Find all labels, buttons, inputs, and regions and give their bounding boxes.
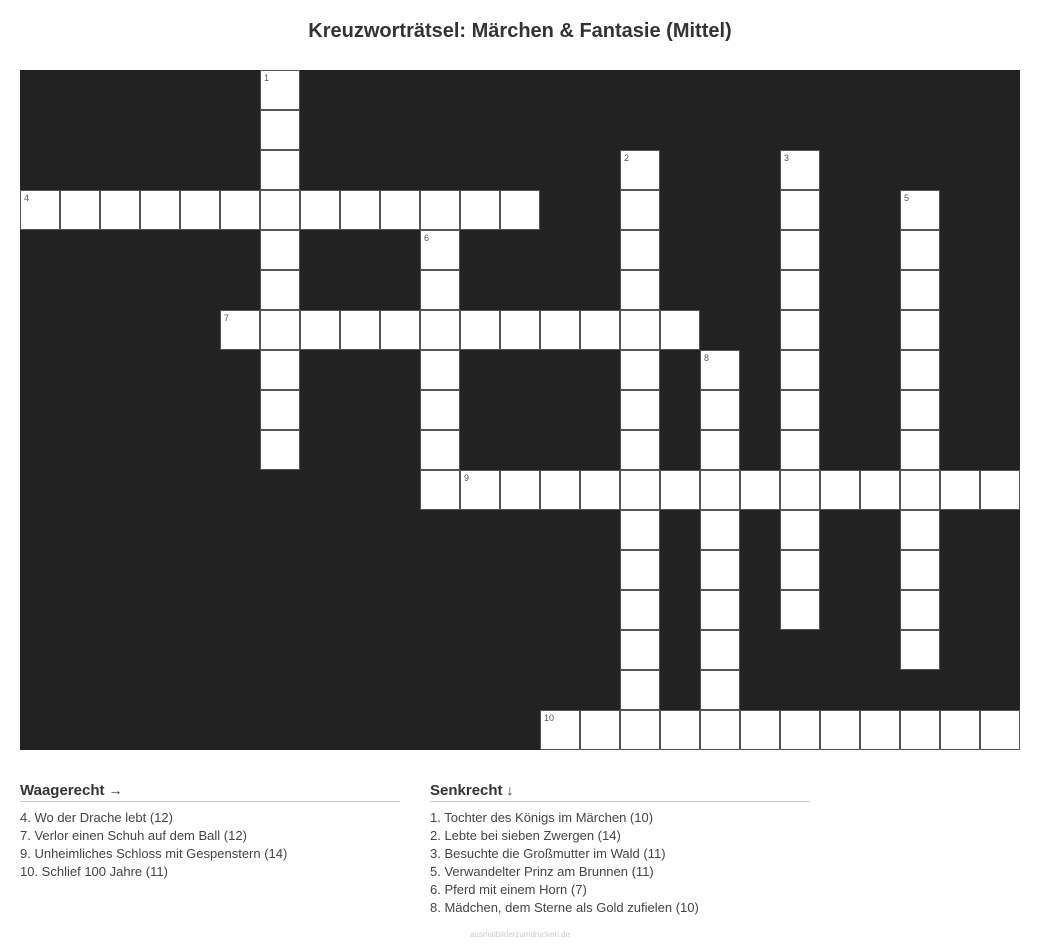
crossword-grid [20,70,1020,750]
grid-cell[interactable] [340,190,380,230]
grid-cell[interactable] [260,110,300,150]
grid-cell[interactable] [620,470,660,510]
grid-cell[interactable] [620,350,660,390]
grid-cell[interactable] [620,590,660,630]
grid-cell[interactable] [380,310,420,350]
grid-cell[interactable] [660,470,700,510]
grid-cell[interactable] [260,350,300,390]
grid-cell[interactable] [700,350,740,390]
grid-cell[interactable] [900,470,940,510]
grid-cell[interactable] [700,430,740,470]
across-heading-label: Waagerecht [20,782,105,799]
grid-cell[interactable] [980,710,1020,750]
grid-cell[interactable] [980,470,1020,510]
clue-number: 9 [464,473,470,483]
grid-cell[interactable] [540,710,580,750]
down-heading-label: Senkrecht [430,782,503,799]
grid-cell[interactable] [620,150,660,190]
grid-cell[interactable] [780,150,820,190]
arrow-down-icon: ↓ [506,782,514,798]
grid-cell[interactable] [860,470,900,510]
grid-cell[interactable] [660,310,700,350]
grid-cell[interactable] [500,310,540,350]
grid-cell[interactable] [620,230,660,270]
arrow-right-icon: → [108,782,123,798]
across-heading [20,782,400,802]
grid-cell[interactable] [220,190,260,230]
grid-cell[interactable] [420,270,460,310]
grid-cell[interactable] [780,390,820,430]
down-clue: 8. Mädchen, dem Sterne als Gold zufielen (10) [430,900,699,915]
grid-cell[interactable] [420,470,460,510]
grid-cell[interactable] [20,190,60,230]
grid-cell[interactable] [100,190,140,230]
grid-cell[interactable] [700,630,740,670]
grid-cell[interactable] [620,270,660,310]
down-clue: 2. Lebte bei sieben Zwergen (14) [430,828,621,843]
grid-cell[interactable] [820,710,860,750]
grid-cell[interactable] [740,710,780,750]
grid-cell[interactable] [700,710,740,750]
grid-cell[interactable] [700,590,740,630]
grid-cell[interactable] [620,310,660,350]
grid-cell[interactable] [380,190,420,230]
grid-cell[interactable] [900,630,940,670]
grid-cell[interactable] [780,230,820,270]
grid-cell[interactable] [180,190,220,230]
down-clue: 3. Besuchte die Großmutter im Wald (11) [430,846,666,861]
grid-cell[interactable] [780,590,820,630]
grid-cell[interactable] [300,190,340,230]
grid-cell[interactable] [260,390,300,430]
grid-cell[interactable] [260,310,300,350]
grid-cell[interactable] [700,670,740,710]
grid-cell[interactable] [620,630,660,670]
grid-cell[interactable] [620,430,660,470]
grid-cell[interactable] [620,510,660,550]
grid-cell[interactable] [900,590,940,630]
grid-cell[interactable] [460,310,500,350]
grid-cell[interactable] [580,470,620,510]
grid-cell[interactable] [420,350,460,390]
grid-cell[interactable] [620,190,660,230]
grid-cell[interactable] [60,190,100,230]
down-heading [430,782,810,802]
grid-cell[interactable] [900,310,940,350]
grid-cell[interactable] [620,710,660,750]
grid-cell[interactable] [500,190,540,230]
grid-cell[interactable] [420,190,460,230]
across-clue: 7. Verlor einen Schuh auf dem Ball (12) [20,828,247,843]
grid-cell[interactable] [220,310,260,350]
grid-cell[interactable] [660,710,700,750]
grid-cell[interactable] [780,710,820,750]
footer-credit: ausmalbilderzumdrucken.de [469,930,571,939]
puzzle-title: Kreuzworträtsel: Märchen & Fantasie (Mittel) [308,20,732,42]
grid-cell[interactable] [620,670,660,710]
grid-cell[interactable] [620,390,660,430]
across-clue: 4. Wo der Drache lebt (12) [20,810,173,825]
grid-cell[interactable] [780,190,820,230]
clue-number: 1 [264,73,270,83]
down-clues [430,782,810,917]
grid-cell[interactable] [260,270,300,310]
grid-cell[interactable] [580,710,620,750]
grid-cell[interactable] [900,430,940,470]
grid-cell[interactable] [900,710,940,750]
grid-cell[interactable] [900,550,940,590]
across-clue-list [20,809,400,881]
grid-cell[interactable] [580,310,620,350]
grid-cell[interactable] [940,710,980,750]
grid-cell[interactable] [460,190,500,230]
grid-cell[interactable] [780,270,820,310]
grid-cell[interactable] [780,310,820,350]
grid-cell[interactable] [260,230,300,270]
clue-number: 10 [544,713,555,723]
grid-cell[interactable] [900,270,940,310]
grid-cell[interactable] [540,310,580,350]
grid-cell[interactable] [700,390,740,430]
grid-cell[interactable] [940,470,980,510]
grid-cell[interactable] [300,310,340,350]
grid-cell[interactable] [900,350,940,390]
clue-number: 7 [224,313,230,323]
grid-cell[interactable] [700,510,740,550]
grid-cell[interactable] [740,470,780,510]
grid-cell[interactable] [900,190,940,230]
clue-number: 6 [424,233,430,243]
clue-number: 8 [704,353,710,363]
grid-cell[interactable] [700,550,740,590]
grid-cell[interactable] [780,350,820,390]
grid-cell[interactable] [260,430,300,470]
down-clue: 6. Pferd mit einem Horn (7) [430,882,587,897]
grid-cell[interactable] [420,430,460,470]
clue-number: 2 [624,153,630,163]
grid-cell[interactable] [460,470,500,510]
grid-cell[interactable] [420,310,460,350]
down-clue: 1. Tochter des Königs im Märchen (10) [430,810,654,825]
grid-cell[interactable] [420,230,460,270]
grid-cell[interactable] [780,430,820,470]
grid-cell[interactable] [140,190,180,230]
grid-cell[interactable] [500,470,540,510]
grid-cell[interactable] [900,510,940,550]
grid-cell[interactable] [700,470,740,510]
grid-cell[interactable] [860,710,900,750]
grid-cell[interactable] [900,230,940,270]
grid-cell[interactable] [900,390,940,430]
grid-cell[interactable] [420,390,460,430]
clue-number: 3 [784,153,790,163]
across-clue: 9. Unheimliches Schloss mit Gespenstern (14) [20,846,288,861]
clue-number: 5 [904,193,910,203]
grid-cell[interactable] [780,510,820,550]
down-clue: 5. Verwandelter Prinz am Brunnen (11) [430,864,654,879]
across-clues [20,782,400,881]
clue-number: 4 [24,193,30,203]
grid-cell[interactable] [620,550,660,590]
grid-cell[interactable] [820,470,860,510]
grid-cell[interactable] [260,150,300,190]
across-clue: 10. Schlief 100 Jahre (11) [20,864,168,879]
grid-cell[interactable] [260,70,300,110]
grid-cell[interactable] [780,470,820,510]
grid-cell[interactable] [260,190,300,230]
grid-cell[interactable] [340,310,380,350]
grid-cell[interactable] [540,470,580,510]
grid-cell[interactable] [780,550,820,590]
down-clue-list [430,809,810,917]
